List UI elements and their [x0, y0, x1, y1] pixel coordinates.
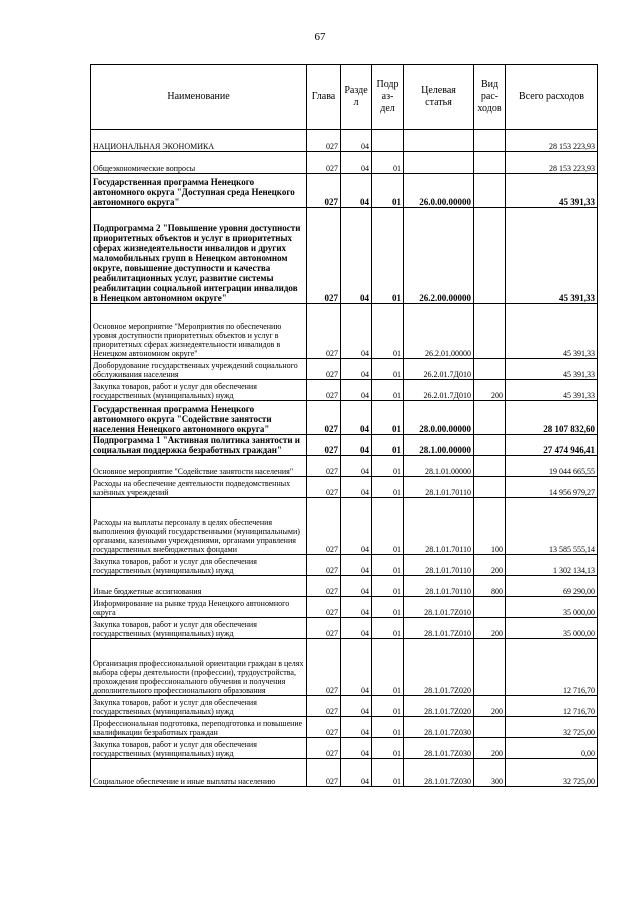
cell-vid — [474, 477, 506, 498]
cell-vid: 200 — [474, 696, 506, 717]
cell-glava: 027 — [307, 696, 341, 717]
cell-total: 27 474 946,41 — [506, 435, 598, 456]
table-row — [91, 130, 598, 152]
cell-vid — [474, 639, 506, 696]
cell-razdel: 04 — [341, 576, 372, 597]
cell-total: 32 725,00 — [506, 759, 598, 787]
cell-vid — [474, 597, 506, 618]
cell-podrazdel: 01 — [372, 696, 404, 717]
cell-vid — [474, 208, 506, 304]
cell-podrazdel: 01 — [372, 174, 404, 208]
cell-razdel: 04 — [341, 717, 372, 738]
cell-vid: 200 — [474, 380, 506, 401]
page-number: 67 — [314, 31, 326, 43]
cell-name: НАЦИОНАЛЬНАЯ ЭКОНОМИКА — [91, 130, 307, 152]
cell-podrazdel: 01 — [372, 456, 404, 477]
cell-glava: 027 — [307, 456, 341, 477]
cell-name: Расходы на обеспечение деятельности подведомственных казённых учреждений — [91, 477, 307, 498]
cell-target: 28.1.01.70110 — [404, 555, 474, 576]
table-body — [91, 130, 598, 787]
cell-glava: 027 — [307, 174, 341, 208]
table-row — [91, 456, 598, 477]
cell-vid — [474, 717, 506, 738]
cell-name: Иные бюджетные ассигнования — [91, 576, 307, 597]
cell-target: 26.0.00.00000 — [404, 174, 474, 208]
cell-name: Организация профессиональной ориентации граждан в целях выбора сферы деятельности (профессии), трудоустройства, прохождения профессионального обучения и получения дополнительного профессионального образования — [91, 639, 307, 696]
cell-vid: 200 — [474, 555, 506, 576]
cell-target: 28.1.00.00000 — [404, 435, 474, 456]
cell-name: Закупка товаров, работ и услуг для обеспечения государственных (муниципальных) нужд — [91, 555, 307, 576]
cell-total: 45 391,33 — [506, 380, 598, 401]
cell-vid: 800 — [474, 576, 506, 597]
cell-razdel: 04 — [341, 401, 372, 435]
cell-razdel: 04 — [341, 618, 372, 639]
cell-vid — [474, 359, 506, 380]
cell-target: 26.2.01.7Д010 — [404, 359, 474, 380]
cell-razdel: 04 — [341, 738, 372, 759]
cell-target: 26.2.01.00000 — [404, 304, 474, 359]
cell-name: Государственная программа Ненецкого автономного округа "Содействие занятости населения Ненецкого автономного округа" — [91, 401, 307, 435]
cell-total: 35 000,00 — [506, 618, 598, 639]
cell-target: 28.1.01.7Z030 — [404, 759, 474, 787]
table-row — [91, 555, 598, 576]
cell-glava: 027 — [307, 639, 341, 696]
cell-podrazdel: 01 — [372, 359, 404, 380]
cell-total: 45 391,33 — [506, 359, 598, 380]
cell-glava: 027 — [307, 759, 341, 787]
cell-target: 28.1.01.7Z030 — [404, 738, 474, 759]
cell-glava: 027 — [307, 738, 341, 759]
cell-glava: 027 — [307, 555, 341, 576]
cell-podrazdel: 01 — [372, 208, 404, 304]
cell-total: 69 290,00 — [506, 576, 598, 597]
cell-target: 28.1.01.70110 — [404, 498, 474, 555]
cell-razdel: 04 — [341, 477, 372, 498]
cell-podrazdel — [372, 130, 404, 152]
header-razdel: Разде л — [341, 65, 372, 130]
cell-razdel: 04 — [341, 555, 372, 576]
cell-podrazdel: 01 — [372, 759, 404, 787]
cell-vid — [474, 130, 506, 152]
cell-podrazdel: 01 — [372, 738, 404, 759]
cell-total: 19 044 665,55 — [506, 456, 598, 477]
cell-total: 45 391,33 — [506, 304, 598, 359]
cell-podrazdel: 01 — [372, 435, 404, 456]
cell-name: Профессиональная подготовка, переподготовка и повышение квалификации безработных граждан — [91, 717, 307, 738]
header-target: Целевая статья — [404, 65, 474, 130]
cell-podrazdel: 01 — [372, 717, 404, 738]
cell-razdel: 04 — [341, 130, 372, 152]
table-row — [91, 208, 598, 304]
cell-vid — [474, 304, 506, 359]
table-row — [91, 576, 598, 597]
cell-total: 0,00 — [506, 738, 598, 759]
cell-name: Государственная программа Ненецкого автономного округа "Доступная среда Ненецкого автономного округа" — [91, 174, 307, 208]
cell-total: 28 153 223,93 — [506, 152, 598, 174]
cell-name: Расходы на выплаты персоналу в целях обеспечения выполнения функций государственными (муниципальными) органами, казенными учреждениями, органами управления государственных внебюджетных фондами — [91, 498, 307, 555]
table-row — [91, 359, 598, 380]
cell-podrazdel: 01 — [372, 304, 404, 359]
table-row — [91, 498, 598, 555]
header-podrazdel: Подр аз- дел — [372, 65, 404, 130]
cell-vid — [474, 152, 506, 174]
table-row — [91, 597, 598, 618]
cell-razdel: 04 — [341, 435, 372, 456]
table-row — [91, 435, 598, 456]
cell-podrazdel: 01 — [372, 152, 404, 174]
cell-glava: 027 — [307, 304, 341, 359]
cell-name: Закупка товаров, работ и услуг для обеспечения государственных (муниципальных) нужд — [91, 738, 307, 759]
cell-total: 35 000,00 — [506, 597, 598, 618]
cell-target: 28.1.01.7Z010 — [404, 618, 474, 639]
cell-podrazdel: 01 — [372, 477, 404, 498]
table-row — [91, 696, 598, 717]
cell-name: Закупка товаров, работ и услуг для обеспечения государственных (муниципальных) нужд — [91, 696, 307, 717]
cell-total: 28 107 832,60 — [506, 401, 598, 435]
cell-total: 28 153 223,93 — [506, 130, 598, 152]
cell-target: 28.1.01.7Z020 — [404, 696, 474, 717]
cell-vid — [474, 174, 506, 208]
table-row — [91, 618, 598, 639]
cell-glava: 027 — [307, 597, 341, 618]
cell-name: Подпрограмма 1 "Активная политика занятости и социальная поддержка безработных граждан" — [91, 435, 307, 456]
cell-glava: 027 — [307, 435, 341, 456]
table-row — [91, 639, 598, 696]
header-row — [91, 65, 598, 130]
cell-total: 32 725,00 — [506, 717, 598, 738]
cell-podrazdel: 01 — [372, 639, 404, 696]
cell-glava: 027 — [307, 152, 341, 174]
table-row — [91, 152, 598, 174]
cell-razdel: 04 — [341, 174, 372, 208]
cell-glava: 027 — [307, 208, 341, 304]
table-row — [91, 717, 598, 738]
cell-target — [404, 130, 474, 152]
cell-razdel: 04 — [341, 304, 372, 359]
cell-name: Основное мероприятие "Содействие занятости населения" — [91, 456, 307, 477]
cell-razdel: 04 — [341, 208, 372, 304]
cell-glava: 027 — [307, 401, 341, 435]
cell-vid — [474, 435, 506, 456]
cell-podrazdel: 01 — [372, 401, 404, 435]
cell-glava: 027 — [307, 576, 341, 597]
cell-target: 28.1.01.7Z020 — [404, 639, 474, 696]
cell-name: Информирование на рынке труда Ненецкого автономного округа — [91, 597, 307, 618]
cell-name: Закупка товаров, работ и услуг для обеспечения государственных (муниципальных) нужд — [91, 618, 307, 639]
cell-vid: 100 — [474, 498, 506, 555]
cell-razdel: 04 — [341, 456, 372, 477]
cell-podrazdel: 01 — [372, 380, 404, 401]
cell-razdel: 04 — [341, 498, 372, 555]
cell-glava: 027 — [307, 477, 341, 498]
cell-total: 14 956 979,27 — [506, 477, 598, 498]
cell-glava: 027 — [307, 130, 341, 152]
cell-podrazdel: 01 — [372, 597, 404, 618]
cell-glava: 027 — [307, 380, 341, 401]
header-total: Всего расходов — [506, 65, 598, 130]
table-row — [91, 304, 598, 359]
cell-target: 28.1.01.7Z030 — [404, 717, 474, 738]
cell-razdel: 04 — [341, 152, 372, 174]
cell-total: 12 716,70 — [506, 639, 598, 696]
cell-target: 26.2.00.00000 — [404, 208, 474, 304]
cell-name: Основное мероприятие "Мероприятия по обеспечению уровня доступности приоритетных объектов и услуг в приоритетных сферах жизнедеятельности инвалидов в Ненецком автономном округе" — [91, 304, 307, 359]
cell-vid: 200 — [474, 738, 506, 759]
header-vid: Вид рас- ходов — [474, 65, 506, 130]
header-name: Наименование — [91, 65, 307, 130]
cell-glava: 027 — [307, 717, 341, 738]
cell-razdel: 04 — [341, 639, 372, 696]
cell-target: 26.2.01.7Д010 — [404, 380, 474, 401]
cell-vid — [474, 401, 506, 435]
cell-name: Дооборудование государственных учреждений социального обслуживания населения — [91, 359, 307, 380]
cell-razdel: 04 — [341, 696, 372, 717]
cell-name: Подпрограмма 2 "Повышение уровня доступности приоритетных объектов и услуг в приоритетных сферах жизнедеятельности инвалидов и других маломобильных групп в Ненецком автономном округе, повышение доступности и качества реабилитационных услуг, развитие системы реабилитации социальной интеграции инвалидов в Ненецком автономном округе" — [91, 208, 307, 304]
cell-total: 12 716,70 — [506, 696, 598, 717]
cell-total: 1 302 134,13 — [506, 555, 598, 576]
cell-name: Общеэкономические вопросы — [91, 152, 307, 174]
table-row — [91, 738, 598, 759]
cell-glava: 027 — [307, 618, 341, 639]
table-row — [91, 477, 598, 498]
cell-name: Социальное обеспечение и иные выплаты населению — [91, 759, 307, 787]
cell-target: 28.1.01.7Z010 — [404, 597, 474, 618]
cell-name: Закупка товаров, работ и услуг для обеспечения государственных (муниципальных) нужд — [91, 380, 307, 401]
cell-vid — [474, 456, 506, 477]
cell-target: 28.1.01.70110 — [404, 477, 474, 498]
cell-razdel: 04 — [341, 359, 372, 380]
table-row — [91, 401, 598, 435]
table-row — [91, 174, 598, 208]
table-row — [91, 759, 598, 787]
cell-target: 28.1.01.70110 — [404, 576, 474, 597]
cell-podrazdel: 01 — [372, 576, 404, 597]
cell-vid: 300 — [474, 759, 506, 787]
cell-total: 45 391,33 — [506, 208, 598, 304]
budget-table — [90, 64, 598, 787]
cell-podrazdel: 01 — [372, 555, 404, 576]
table-row — [91, 380, 598, 401]
cell-podrazdel: 01 — [372, 618, 404, 639]
cell-razdel: 04 — [341, 380, 372, 401]
cell-glava: 027 — [307, 359, 341, 380]
cell-razdel: 04 — [341, 759, 372, 787]
cell-target — [404, 152, 474, 174]
cell-vid: 200 — [474, 618, 506, 639]
cell-target: 28.0.00.00000 — [404, 401, 474, 435]
cell-podrazdel: 01 — [372, 498, 404, 555]
cell-razdel: 04 — [341, 597, 372, 618]
header-glava: Глава — [307, 65, 341, 130]
cell-total: 45 391,33 — [506, 174, 598, 208]
cell-target: 28.1.01.00000 — [404, 456, 474, 477]
cell-glava: 027 — [307, 498, 341, 555]
cell-total: 13 585 555,14 — [506, 498, 598, 555]
